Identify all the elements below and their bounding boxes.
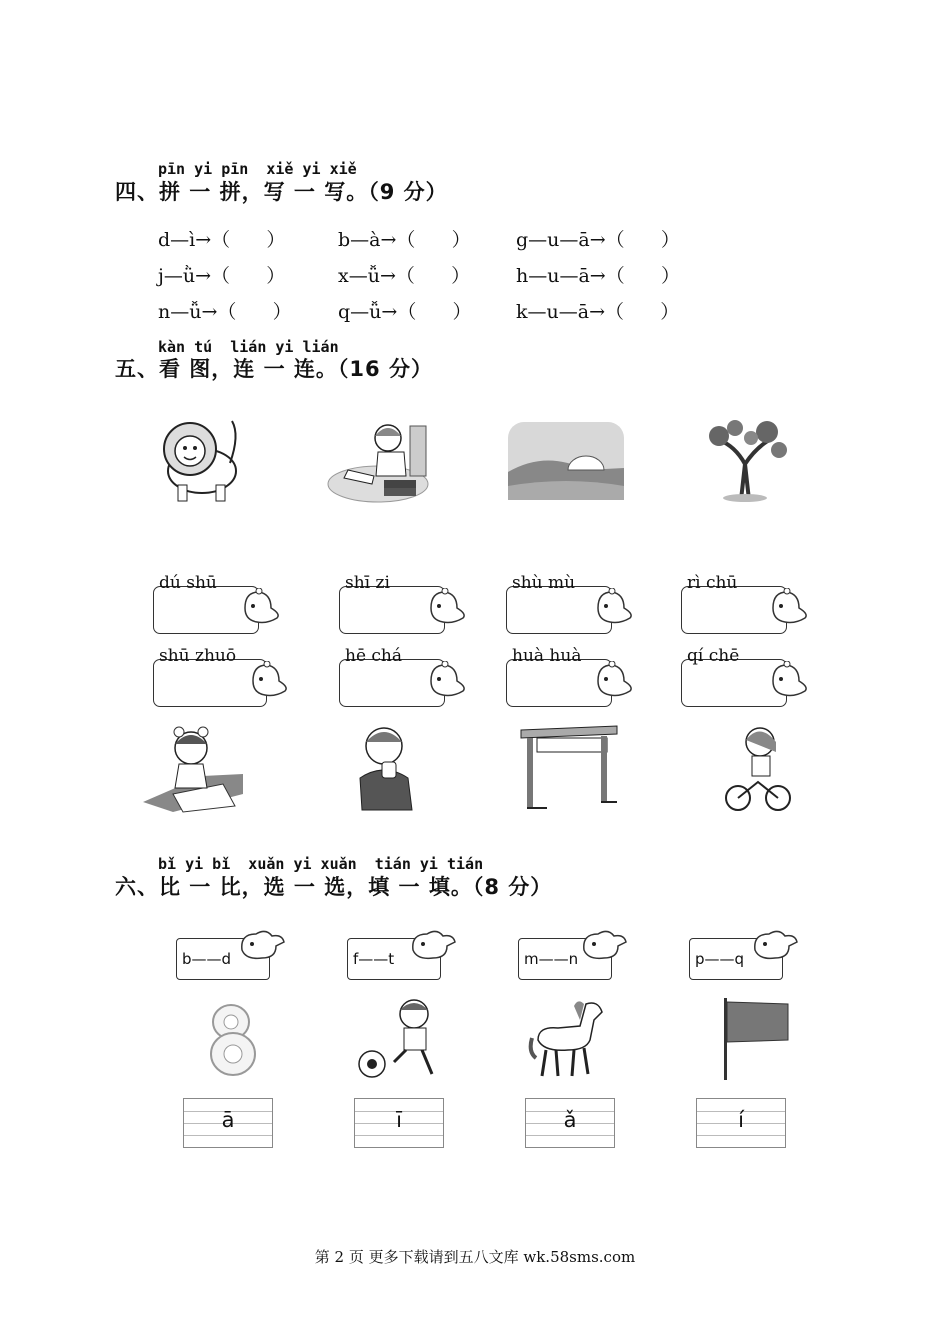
girl-cycling-picture — [724, 722, 792, 812]
exercise-row: q—ǚ→（ ） — [338, 301, 472, 323]
number-eight-picture — [205, 1000, 261, 1080]
writing-grid[interactable] — [696, 1098, 786, 1148]
exercise-row: x—ǚ→（ ） — [338, 265, 471, 287]
tag-pinyin: shù mù — [512, 573, 576, 593]
exercise-row: h—u—ā→（ ） — [516, 265, 680, 287]
desk-picture — [517, 724, 621, 812]
exercise-row: d—ì→（ ） — [158, 229, 286, 251]
pinyin-tag[interactable] — [681, 573, 811, 632]
tag-pinyin: huà huà — [512, 646, 582, 666]
sunrise-picture — [506, 420, 626, 502]
tag-pinyin: shū zhuō — [159, 646, 237, 666]
letter-pair-card — [347, 928, 467, 982]
tone-letter: ā — [221, 1108, 235, 1132]
letter-pair-card — [689, 928, 809, 982]
pinyin-tag[interactable] — [681, 646, 811, 705]
letter-pair: f——t — [353, 950, 395, 968]
tone-letter: í — [738, 1108, 744, 1132]
tree-picture — [705, 416, 787, 502]
boy-drinking-picture — [352, 722, 422, 812]
section5-pinyin: kàn tú lián yi lián — [158, 338, 339, 356]
girl-drawing-picture — [143, 722, 243, 814]
section4-title: 四、拼 一 拼，写 一 写。（9 分） — [115, 180, 448, 204]
tag-pinyin: qí chē — [687, 646, 740, 666]
section5-title: 五、看 图，连 一 连。（16 分） — [115, 357, 433, 381]
bird-head-icon — [427, 661, 467, 701]
bird-head-icon — [594, 588, 634, 628]
letter-pair-card — [176, 928, 296, 982]
boy-reading-picture — [326, 418, 432, 504]
letter-pair: m——n — [524, 950, 579, 968]
tag-pinyin: hē chá — [345, 646, 403, 666]
section6-title: 六、比 一 比，选 一 选，填 一 填。（8 分） — [115, 875, 553, 899]
writing-grid[interactable] — [183, 1098, 273, 1148]
horse-picture — [528, 996, 606, 1082]
pinyin-tag[interactable] — [339, 646, 469, 705]
bird-icon — [578, 928, 628, 964]
pinyin-tag[interactable] — [153, 573, 283, 632]
section6-pinyin: bǐ yi bǐ xuǎn yi xuǎn tián yi tián — [158, 855, 484, 873]
exercise-row: n—ǚ→（ ） — [158, 301, 292, 323]
bird-head-icon — [594, 661, 634, 701]
tag-pinyin: shī zi — [345, 573, 390, 593]
exercise-row: g—u—ā→（ ） — [516, 229, 680, 251]
bird-head-icon — [427, 588, 467, 628]
writing-grid[interactable] — [525, 1098, 615, 1148]
tag-pinyin: dú shū — [159, 573, 217, 593]
pinyin-tag[interactable] — [339, 573, 469, 632]
flag-picture — [720, 996, 792, 1082]
exercise-row: j—ǜ→（ ） — [158, 265, 286, 287]
lion-picture — [160, 415, 242, 503]
tag-pinyin: rì chū — [687, 573, 738, 593]
letter-pair: p——q — [695, 950, 745, 968]
bird-icon — [407, 928, 457, 964]
bird-head-icon — [769, 588, 809, 628]
page-footer: 第 2 页 更多下载请到五八文库 wk.58sms.com — [314, 1248, 636, 1266]
letter-pair: b——d — [182, 950, 232, 968]
bird-icon — [236, 928, 286, 964]
tone-letter: ǎ — [563, 1108, 577, 1132]
writing-grid[interactable] — [354, 1098, 444, 1148]
bird-icon — [749, 928, 799, 964]
exercise-row: k—u—ā→（ ） — [516, 301, 680, 323]
exercise-row: b—à→（ ） — [338, 229, 471, 251]
bird-head-icon — [249, 661, 289, 701]
pinyin-tag[interactable] — [506, 573, 636, 632]
tone-letter: ī — [396, 1108, 402, 1132]
bird-head-icon — [241, 588, 281, 628]
letter-pair-card — [518, 928, 638, 982]
boy-football-picture — [358, 998, 460, 1082]
bird-head-icon — [769, 661, 809, 701]
section4-pinyin: pīn yi pīn xiě yi xiě — [158, 160, 357, 178]
pinyin-tag[interactable] — [506, 646, 636, 705]
pinyin-tag[interactable] — [153, 646, 283, 705]
